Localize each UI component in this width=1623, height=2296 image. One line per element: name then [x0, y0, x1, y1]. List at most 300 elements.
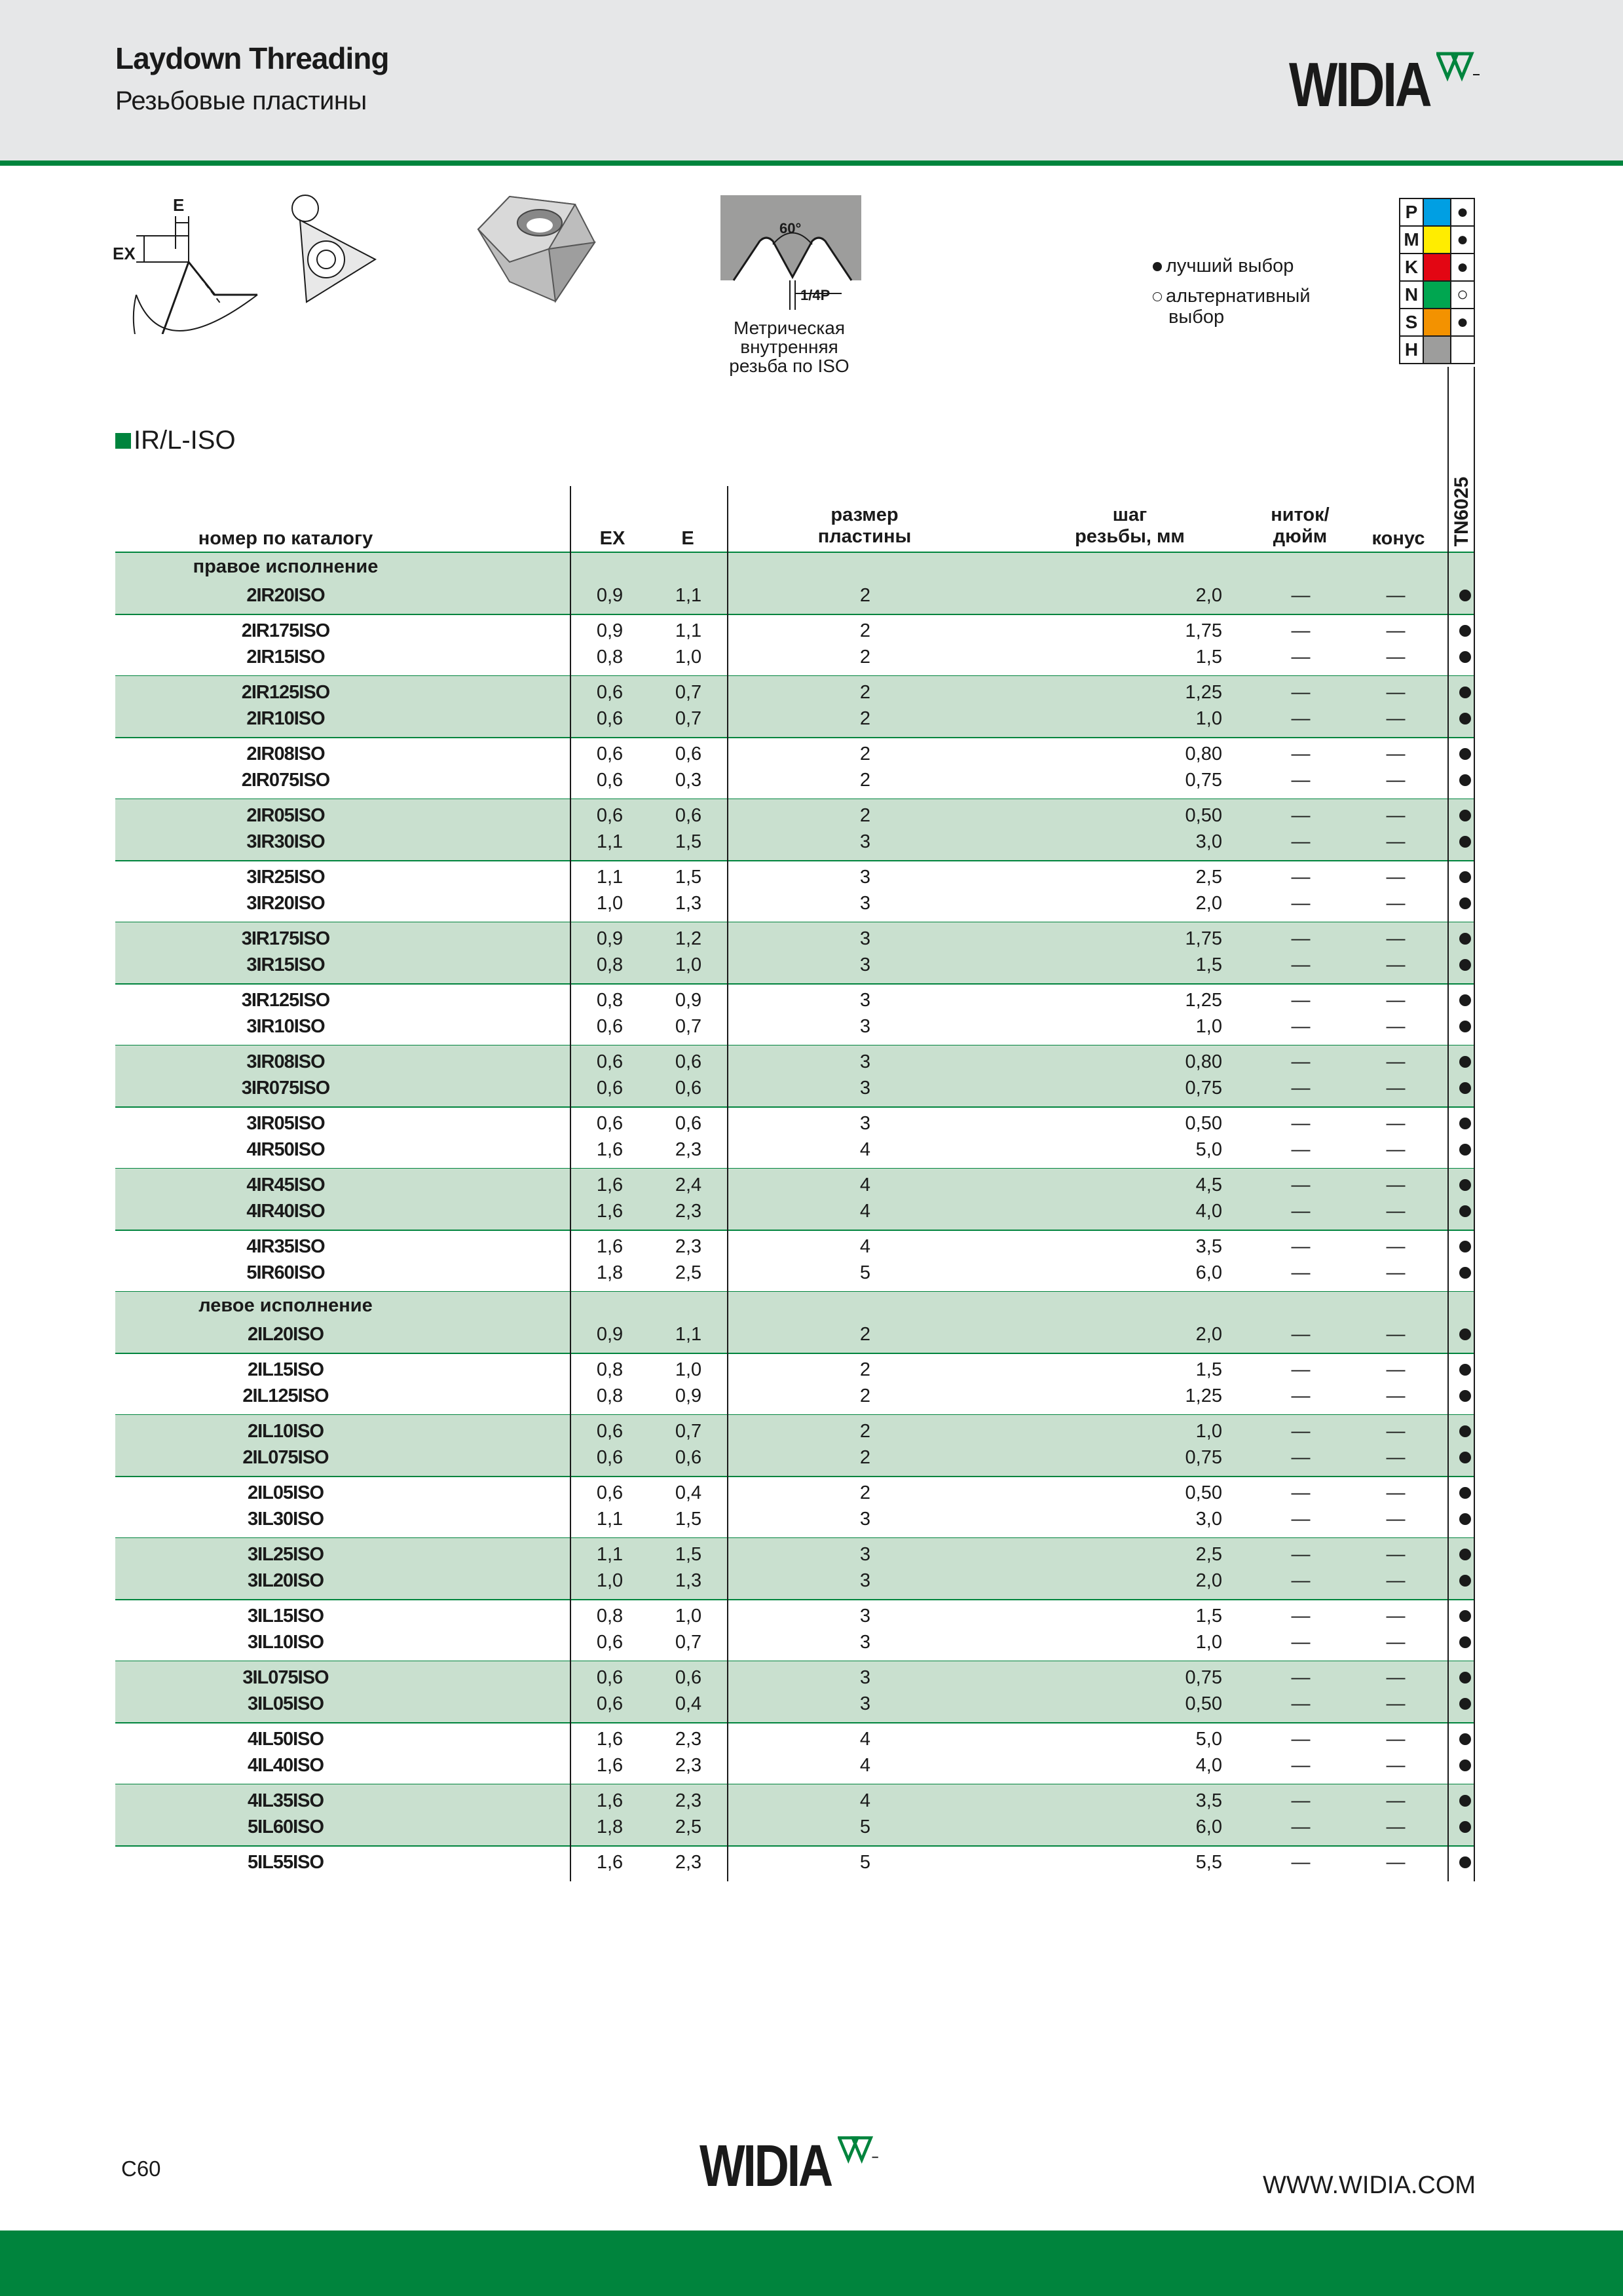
taper: —: [1386, 1729, 1406, 1750]
ex-value: 0,6: [596, 770, 624, 791]
thread-profile-diagram: [110, 197, 267, 334]
website-link[interactable]: WWW.WIDIA.COM: [1263, 2172, 1476, 2199]
e-value: 1,5: [675, 867, 702, 888]
material-rating: ●: [1451, 226, 1474, 254]
taper: —: [1386, 1016, 1406, 1037]
threads-per-inch: —: [1291, 1482, 1311, 1503]
table-row-group: [115, 1045, 1475, 1107]
taper: —: [1386, 1632, 1406, 1653]
threads-per-inch: —: [1291, 1544, 1311, 1565]
e-value: 0,9: [675, 990, 702, 1011]
best-choice-dot-icon: [1459, 1364, 1471, 1376]
e-value: 0,6: [675, 1078, 702, 1099]
thread-pitch: 5,5: [1195, 1852, 1222, 1873]
ex-value: 1,6: [596, 1755, 624, 1776]
table-row-group: [115, 922, 1475, 984]
threads-per-inch: —: [1291, 893, 1311, 914]
e-value: 1,1: [675, 585, 702, 606]
best-choice-dot-icon: [1459, 871, 1471, 883]
best-choice-dot-icon: [1459, 1636, 1471, 1648]
insert-size: 3: [859, 1113, 871, 1134]
e-value: 1,0: [675, 954, 702, 975]
insert-size: 3: [859, 1570, 871, 1591]
e-value: 1,5: [675, 1509, 702, 1530]
taper: —: [1386, 1755, 1406, 1776]
ex-value: 1,6: [596, 1729, 624, 1750]
threads-per-inch: —: [1291, 1236, 1311, 1257]
group-label: правое исполнение: [193, 556, 379, 577]
insert-size: 3: [859, 1667, 871, 1688]
footer-logo-mark-icon: [838, 2134, 881, 2168]
best-choice-dot-icon: [1459, 1056, 1471, 1068]
col-tpi-line2: дюйм: [1273, 526, 1328, 547]
best-choice-dot-icon: [1459, 1698, 1471, 1710]
threads-per-inch: —: [1291, 1790, 1311, 1811]
thread-pitch: 1,25: [1185, 682, 1222, 703]
col-tpi: [1248, 504, 1352, 548]
insert-size: 4: [859, 1790, 871, 1811]
threads-per-inch: —: [1291, 867, 1311, 888]
insert-size: 3: [859, 1544, 871, 1565]
material-row: [1400, 309, 1474, 336]
best-choice-dot-icon: [1459, 810, 1471, 821]
catalog-number: 3IL15ISO: [247, 1606, 324, 1627]
insert-size: 2: [859, 1359, 871, 1380]
catalog-number: 3IR175ISO: [241, 928, 330, 949]
insert-size: 3: [859, 990, 871, 1011]
insert-size: 2: [859, 1421, 871, 1442]
table-row-group: [115, 1353, 1475, 1415]
e-value: 0,7: [675, 682, 702, 703]
material-rating: ○: [1451, 281, 1474, 309]
col-size-line2: пластины: [817, 526, 912, 547]
e-value: 2,3: [675, 1729, 702, 1750]
col-size-line1: размер: [830, 504, 899, 525]
material-letter: N: [1400, 281, 1423, 309]
e-value: 2,3: [675, 1201, 702, 1222]
filled-dot-icon: [1153, 262, 1162, 271]
material-color-swatch: [1423, 226, 1451, 254]
best-choice-dot-icon: [1459, 1610, 1471, 1622]
thread-pitch: 0,50: [1185, 1693, 1222, 1714]
catalog-number: 2IR075ISO: [241, 770, 330, 791]
e-value: 0,4: [675, 1482, 702, 1503]
taper: —: [1386, 743, 1406, 764]
taper: —: [1386, 1139, 1406, 1160]
catalog-number: 3IR30ISO: [246, 831, 325, 852]
label-ex: EX: [113, 244, 136, 263]
ex-value: 1,1: [596, 1509, 624, 1530]
ex-value: 0,6: [596, 1693, 624, 1714]
threads-per-inch: —: [1291, 1421, 1311, 1442]
table-row-group: [115, 1169, 1475, 1230]
insert-size: 3: [859, 893, 871, 914]
taper: —: [1386, 1236, 1406, 1257]
thread-pitch: 0,50: [1185, 1482, 1222, 1503]
table-row-group: [115, 1723, 1475, 1784]
thread-pitch: 1,75: [1185, 928, 1222, 949]
table-row-group: [115, 553, 1475, 614]
taper: —: [1386, 1606, 1406, 1627]
e-value: 0,6: [675, 743, 702, 764]
ex-value: 0,6: [596, 1632, 624, 1653]
threads-per-inch: —: [1291, 1175, 1311, 1195]
label-e: E: [173, 195, 185, 215]
thread-pitch: 2,0: [1195, 1324, 1222, 1345]
material-rating: ●: [1451, 309, 1474, 336]
table-row-group: [115, 1292, 1475, 1353]
thread-pitch: 1,25: [1185, 990, 1222, 1011]
taper: —: [1386, 1667, 1406, 1688]
threads-per-inch: —: [1291, 708, 1311, 729]
caption-line: резьба по ISO: [729, 356, 849, 376]
best-choice-dot-icon: [1459, 933, 1471, 945]
catalog-number: 2IR15ISO: [246, 647, 325, 668]
thread-pitch: 0,75: [1185, 1667, 1222, 1688]
grade-label: [1447, 473, 1476, 550]
ex-value: 0,6: [596, 1051, 624, 1072]
open-dot-icon: [1153, 292, 1162, 301]
column-divider: [1447, 367, 1449, 1881]
col-size: [786, 504, 943, 548]
catalog-number: 4IL35ISO: [247, 1790, 324, 1811]
thread-pitch: 1,5: [1195, 1606, 1222, 1627]
catalog-number: 2IR125ISO: [241, 682, 330, 703]
best-choice-dot-icon: [1459, 1513, 1471, 1525]
header-rule: [0, 160, 1623, 166]
taper: —: [1386, 1051, 1406, 1072]
taper: —: [1386, 1201, 1406, 1222]
thread-pitch: 0,80: [1185, 1051, 1222, 1072]
catalog-number: 4IR50ISO: [246, 1139, 325, 1160]
thread-pitch: 6,0: [1195, 1262, 1222, 1283]
e-value: 0,6: [675, 1113, 702, 1134]
material-row: [1400, 281, 1474, 309]
footer-bar: [0, 2230, 1623, 2296]
ex-value: 1,8: [596, 1262, 624, 1283]
ex-value: 0,6: [596, 1113, 624, 1134]
ex-value: 0,9: [596, 585, 624, 606]
catalog-number: 2IR175ISO: [241, 620, 330, 641]
best-choice-dot-icon: [1459, 1082, 1471, 1094]
ex-value: 0,6: [596, 708, 624, 729]
threads-per-inch: —: [1291, 1667, 1311, 1688]
insert-3d-view: [470, 190, 601, 308]
catalog-number: 3IR05ISO: [246, 1113, 325, 1134]
taper: —: [1386, 1359, 1406, 1380]
e-value: 2,5: [675, 1816, 702, 1837]
table-row-group: [115, 738, 1475, 799]
best-choice-dot-icon: [1459, 713, 1471, 725]
catalog-number: 5IR60ISO: [246, 1262, 325, 1283]
thread-pitch: 4,5: [1195, 1175, 1222, 1195]
threads-per-inch: —: [1291, 954, 1311, 975]
ex-value: 0,8: [596, 954, 624, 975]
ex-value: 0,6: [596, 1447, 624, 1468]
best-choice-dot-icon: [1459, 774, 1471, 786]
e-value: 0,3: [675, 770, 702, 791]
threads-per-inch: —: [1291, 1570, 1311, 1591]
logo-word: WIDIA: [1289, 50, 1430, 120]
catalog-number: 3IR10ISO: [246, 1016, 325, 1037]
thread-pitch: 2,5: [1195, 867, 1222, 888]
threads-per-inch: —: [1291, 1262, 1311, 1283]
ex-value: 0,6: [596, 1421, 624, 1442]
e-value: 1,0: [675, 1359, 702, 1380]
page-subtitle: Резьбовые пластины: [115, 86, 367, 115]
insert-size: 4: [859, 1175, 871, 1195]
taper: —: [1386, 1509, 1406, 1530]
threads-per-inch: —: [1291, 585, 1311, 606]
col-ex: EX: [599, 528, 625, 549]
taper: —: [1386, 805, 1406, 826]
catalog-number: 4IL40ISO: [247, 1755, 324, 1776]
insert-size: 2: [859, 743, 871, 764]
best-choice-dot-icon: [1459, 1021, 1471, 1032]
thread-pitch: 6,0: [1195, 1816, 1222, 1837]
taper: —: [1386, 1790, 1406, 1811]
insert-size: 3: [859, 928, 871, 949]
threads-per-inch: —: [1291, 647, 1311, 668]
thread-pitch: 1,0: [1195, 1016, 1222, 1037]
insert-size: 4: [859, 1755, 871, 1776]
material-row: [1400, 254, 1474, 281]
threads-per-inch: —: [1291, 1113, 1311, 1134]
col-catalog: номер по каталогу: [198, 528, 373, 549]
material-letter: S: [1400, 309, 1423, 336]
best-choice-dot-icon: [1459, 959, 1471, 971]
taper: —: [1386, 1324, 1406, 1345]
table-row-group: [115, 984, 1475, 1045]
ex-value: 1,1: [596, 831, 624, 852]
catalog-number: 3IR20ISO: [246, 893, 325, 914]
catalog-number: 4IR45ISO: [246, 1175, 325, 1195]
catalog-number: 3IR15ISO: [246, 954, 325, 975]
thread-pitch: 3,5: [1195, 1790, 1222, 1811]
section-marker-icon: [115, 433, 131, 449]
page-title: Laydown Threading: [115, 41, 389, 75]
thread-pitch: 3,0: [1195, 1509, 1222, 1530]
footer-logo: [700, 2134, 881, 2199]
insert-size: 3: [859, 1693, 871, 1714]
insert-size: 2: [859, 805, 871, 826]
thread-pitch: 2,0: [1195, 585, 1222, 606]
catalog-number: 3IR08ISO: [246, 1051, 325, 1072]
catalog-number: 3IL20ISO: [247, 1570, 324, 1591]
threads-per-inch: —: [1291, 1729, 1311, 1750]
legend-best-label: лучший выбор: [1166, 255, 1294, 276]
thread-pitch: 5,0: [1195, 1729, 1222, 1750]
ex-value: 0,9: [596, 1324, 624, 1345]
material-letter: H: [1400, 336, 1423, 364]
material-table: [1399, 198, 1475, 364]
catalog-number: 2IL125ISO: [242, 1385, 329, 1406]
catalog-number: 2IL10ISO: [247, 1421, 324, 1442]
logo-mark-icon: [1436, 50, 1482, 86]
ex-value: 1,1: [596, 867, 624, 888]
e-value: 0,7: [675, 1632, 702, 1653]
threads-per-inch: —: [1291, 1852, 1311, 1873]
taper: —: [1386, 867, 1406, 888]
catalog-number: 4IR40ISO: [246, 1201, 325, 1222]
taper: —: [1386, 682, 1406, 703]
table-row-group: [115, 1107, 1475, 1169]
insert-top-view: [287, 194, 385, 312]
caption-line: внутренняя: [740, 337, 838, 357]
threads-per-inch: —: [1291, 1078, 1311, 1099]
ex-value: 0,6: [596, 1482, 624, 1503]
best-choice-dot-icon: [1459, 625, 1471, 637]
material-color-swatch: [1423, 336, 1451, 364]
best-choice-dot-icon: [1459, 1425, 1471, 1437]
insert-size: 3: [859, 831, 871, 852]
taper: —: [1386, 647, 1406, 668]
best-choice-dot-icon: [1459, 590, 1471, 601]
section-title-text: IR/L-ISO: [134, 426, 236, 455]
best-choice-dot-icon: [1459, 687, 1471, 698]
best-choice-dot-icon: [1459, 1452, 1471, 1463]
e-value: 0,7: [675, 1016, 702, 1037]
threads-per-inch: —: [1291, 1632, 1311, 1653]
e-value: 1,3: [675, 893, 702, 914]
insert-size: 3: [859, 1606, 871, 1627]
e-value: 0,6: [675, 1667, 702, 1688]
best-choice-dot-icon: [1459, 1328, 1471, 1340]
taper: —: [1386, 1447, 1406, 1468]
insert-size: 2: [859, 708, 871, 729]
e-value: 1,2: [675, 928, 702, 949]
e-value: 2,3: [675, 1790, 702, 1811]
insert-size: 4: [859, 1729, 871, 1750]
ex-value: 0,8: [596, 990, 624, 1011]
table-row-group: [115, 1415, 1475, 1477]
thread-pitch: 2,5: [1195, 1544, 1222, 1565]
iso-thread-profile: [720, 195, 861, 313]
best-choice-dot-icon: [1459, 748, 1471, 760]
threads-per-inch: —: [1291, 1324, 1311, 1345]
ex-value: 0,6: [596, 805, 624, 826]
threads-per-inch: —: [1291, 805, 1311, 826]
thread-pitch: 1,0: [1195, 1421, 1222, 1442]
best-choice-dot-icon: [1459, 1205, 1471, 1217]
catalog-number: 3IL10ISO: [247, 1632, 324, 1653]
e-value: 1,5: [675, 1544, 702, 1565]
insert-size: 2: [859, 682, 871, 703]
best-choice-dot-icon: [1459, 1487, 1471, 1499]
insert-size: 3: [859, 954, 871, 975]
catalog-number: 4IR35ISO: [246, 1236, 325, 1257]
taper: —: [1386, 1482, 1406, 1503]
table-row-group: [115, 1230, 1475, 1292]
insert-size: 2: [859, 1447, 871, 1468]
thread-pitch: 0,50: [1185, 1113, 1222, 1134]
catalog-number: 2IR10ISO: [246, 708, 325, 729]
threads-per-inch: —: [1291, 990, 1311, 1011]
catalog-number: 2IL15ISO: [247, 1359, 324, 1380]
threads-per-inch: —: [1291, 928, 1311, 949]
col-pitch-line1: шаг: [1112, 504, 1147, 525]
thread-pitch: 3,0: [1195, 831, 1222, 852]
taper: —: [1386, 770, 1406, 791]
thread-pitch: 0,75: [1185, 1447, 1222, 1468]
best-choice-dot-icon: [1459, 1267, 1471, 1279]
best-choice-dot-icon: [1459, 1733, 1471, 1745]
material-row: [1400, 226, 1474, 254]
footer-logo-word: WIDIA: [700, 2134, 831, 2199]
best-choice-dot-icon: [1459, 1672, 1471, 1684]
ex-value: 1,1: [596, 1544, 624, 1565]
e-value: 0,6: [675, 1447, 702, 1468]
group-label: левое исполнение: [198, 1295, 373, 1316]
taper: —: [1386, 620, 1406, 641]
insert-size: 2: [859, 620, 871, 641]
ex-value: 0,9: [596, 620, 624, 641]
table-row-group: [115, 1846, 1475, 1881]
catalog-number: 3IR25ISO: [246, 867, 325, 888]
catalog-number: 2IL20ISO: [247, 1324, 324, 1345]
catalog-number: 5IL60ISO: [247, 1816, 324, 1837]
best-choice-dot-icon: [1459, 897, 1471, 909]
catalog-number: 3IR075ISO: [241, 1078, 330, 1099]
insert-size: 3: [859, 1078, 871, 1099]
material-rating: ●: [1451, 254, 1474, 281]
column-divider: [727, 486, 728, 1881]
col-taper: конус: [1371, 528, 1425, 549]
e-value: 1,3: [675, 1570, 702, 1591]
best-choice-dot-icon: [1459, 1549, 1471, 1560]
threads-per-inch: —: [1291, 1016, 1311, 1037]
threads-per-inch: —: [1291, 770, 1311, 791]
col-pitch-line2: резьбы, мм: [1075, 526, 1185, 547]
insert-size: 3: [859, 1632, 871, 1653]
ex-value: 0,6: [596, 682, 624, 703]
insert-size: 2: [859, 1482, 871, 1503]
insert-size: 3: [859, 1016, 871, 1037]
insert-size: 2: [859, 1324, 871, 1345]
taper: —: [1386, 708, 1406, 729]
thread-pitch: 4,0: [1195, 1755, 1222, 1776]
taper: —: [1386, 1078, 1406, 1099]
ex-value: 1,0: [596, 893, 624, 914]
taper: —: [1386, 928, 1406, 949]
thread-pitch: 2,0: [1195, 1570, 1222, 1591]
best-choice-dot-icon: [1459, 1390, 1471, 1402]
best-choice-dot-icon: [1459, 1179, 1471, 1191]
legend-alt-label: альтернативный: [1166, 286, 1311, 307]
taper: —: [1386, 1816, 1406, 1837]
e-value: 0,7: [675, 1421, 702, 1442]
header-divider: [115, 552, 1475, 553]
e-value: 2,5: [675, 1262, 702, 1283]
e-value: 0,9: [675, 1385, 702, 1406]
table-row-group: [115, 1600, 1475, 1661]
col-pitch: [1048, 504, 1212, 548]
material-letter: P: [1400, 198, 1423, 226]
threads-per-inch: —: [1291, 1606, 1311, 1627]
taper: —: [1386, 990, 1406, 1011]
best-choice-dot-icon: [1459, 1760, 1471, 1771]
e-value: 2,3: [675, 1852, 702, 1873]
table-row-group: [115, 861, 1475, 922]
taper: —: [1386, 1852, 1406, 1873]
table-row-group: [115, 614, 1475, 676]
page-number: C60: [121, 2156, 161, 2181]
thread-pitch: 1,5: [1195, 954, 1222, 975]
ex-value: 0,8: [596, 1359, 624, 1380]
threads-per-inch: —: [1291, 1693, 1311, 1714]
ex-value: 0,8: [596, 647, 624, 668]
angle-label: 60°: [779, 220, 802, 236]
